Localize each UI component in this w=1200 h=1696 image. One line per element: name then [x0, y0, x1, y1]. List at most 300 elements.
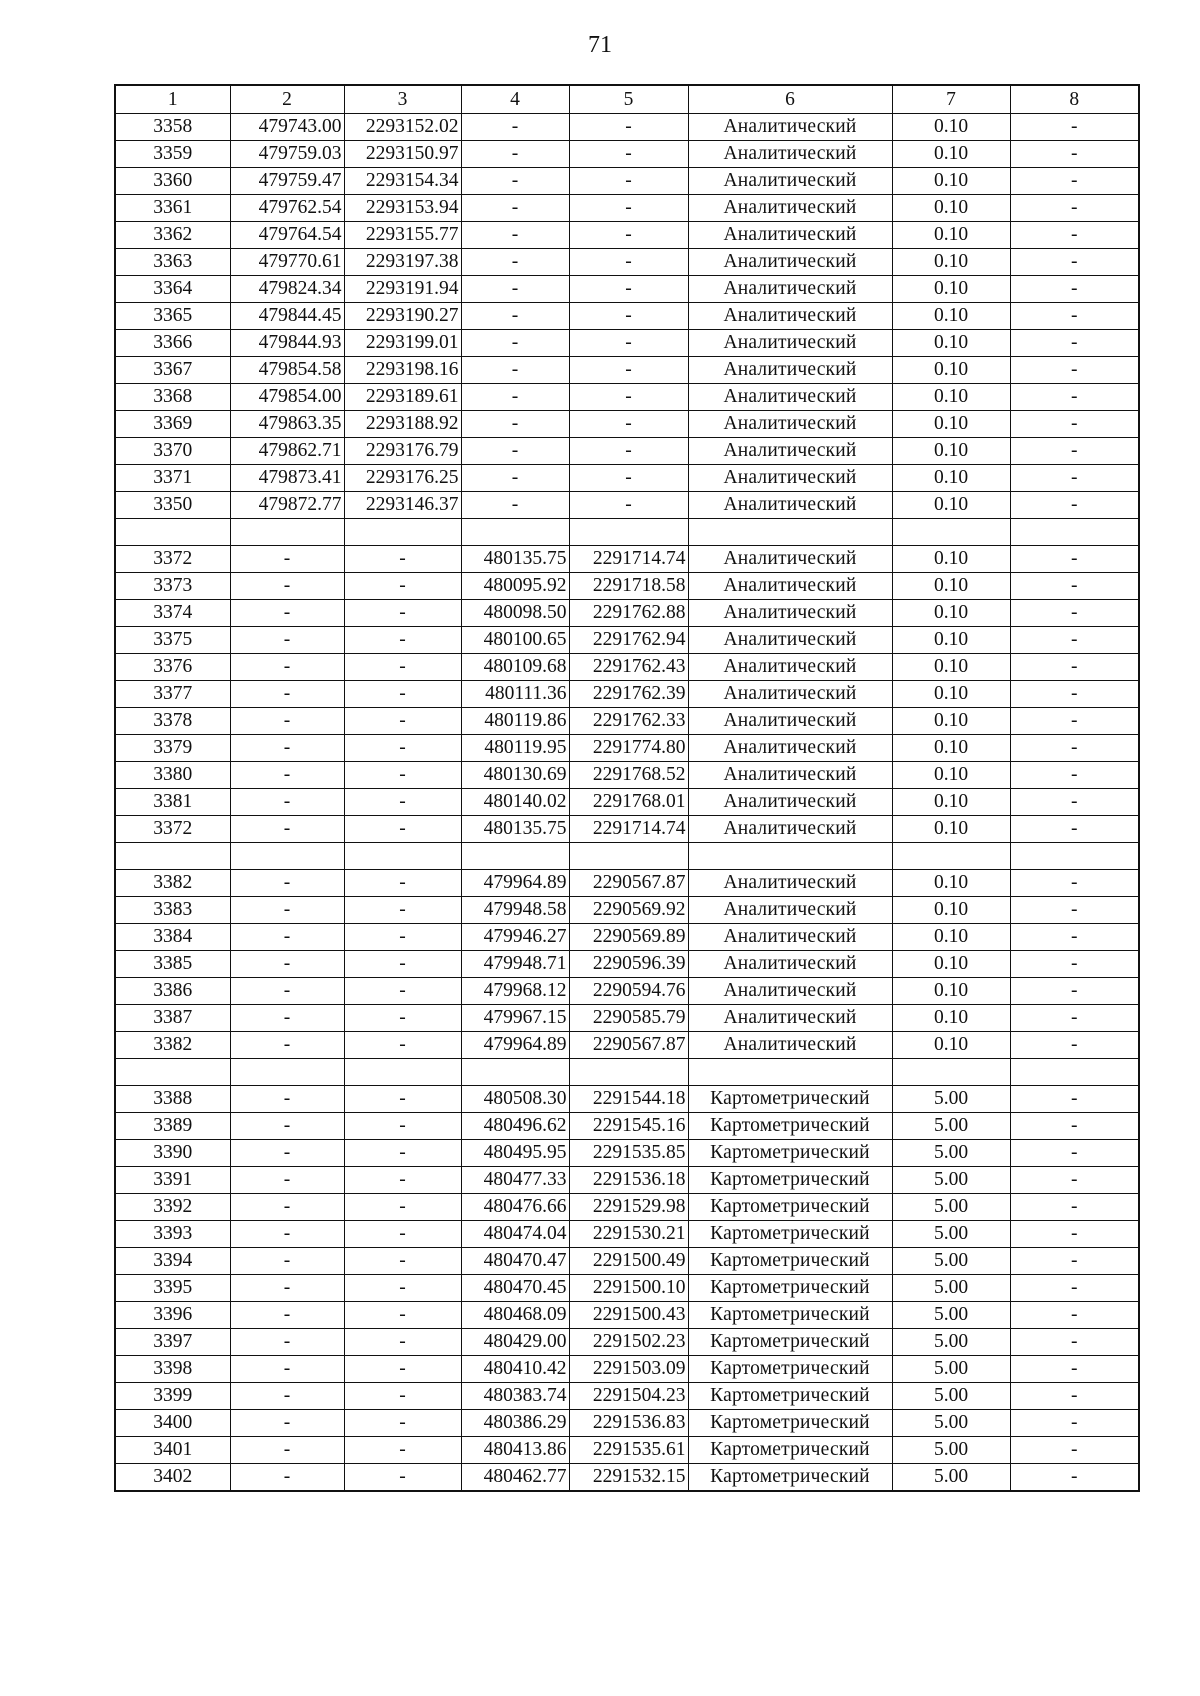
table-cell-col4: 480429.00	[461, 1329, 569, 1356]
table-cell-col7: 0.10	[892, 465, 1010, 492]
table-cell-col1: 3378	[115, 708, 230, 735]
table-cell-col1: 3369	[115, 411, 230, 438]
table-cell-col2: -	[230, 1248, 344, 1275]
table-row	[115, 1167, 1139, 1194]
table-cell-col8: -	[1010, 816, 1139, 843]
table-cell-col2: -	[230, 1086, 344, 1113]
table-cell-col3: -	[344, 1248, 461, 1275]
table-cell-col6: Картометрический	[688, 1302, 892, 1329]
table-cell-col7: 0.10	[892, 897, 1010, 924]
table-row	[115, 1194, 1139, 1221]
table-row	[115, 249, 1139, 276]
table-cell-col6: Аналитический	[688, 465, 892, 492]
table-cell-col1: 3358	[115, 114, 230, 141]
table-cell-col3: -	[344, 681, 461, 708]
table-cell-col4: 480100.65	[461, 627, 569, 654]
table-cell-col6: Аналитический	[688, 357, 892, 384]
table-cell-col4: -	[461, 141, 569, 168]
table-cell-col7: 0.10	[892, 222, 1010, 249]
table-cell-col2: 479770.61	[230, 249, 344, 276]
table-cell-col3: 2293146.37	[344, 492, 461, 519]
table-cell-col1	[115, 519, 230, 546]
table-cell-col7: 0.10	[892, 951, 1010, 978]
table-cell-col7: 5.00	[892, 1275, 1010, 1302]
table-cell-col8: -	[1010, 411, 1139, 438]
table-cell-col1: 3366	[115, 330, 230, 357]
table-cell-col5: 2291536.18	[569, 1167, 688, 1194]
table-cell-col1: 3393	[115, 1221, 230, 1248]
table-row	[115, 762, 1139, 789]
table-row	[115, 1437, 1139, 1464]
table-cell-col1: 3372	[115, 546, 230, 573]
table-cell-col7: 5.00	[892, 1248, 1010, 1275]
table-cell-col8: -	[1010, 465, 1139, 492]
table-row	[115, 627, 1139, 654]
table-cell-col8: -	[1010, 357, 1139, 384]
table-cell-col6: Аналитический	[688, 978, 892, 1005]
table-cell-col8: -	[1010, 1140, 1139, 1167]
table-cell-col3: 2293190.27	[344, 303, 461, 330]
table-cell-col4: 480496.62	[461, 1113, 569, 1140]
table-cell-col8	[1010, 519, 1139, 546]
table-cell-col5: 2291545.16	[569, 1113, 688, 1140]
table-cell-col8: -	[1010, 600, 1139, 627]
table-cell-col6: Картометрический	[688, 1248, 892, 1275]
table-row	[115, 1140, 1139, 1167]
table-cell-col4: 480495.95	[461, 1140, 569, 1167]
table-cell-col3: 2293199.01	[344, 330, 461, 357]
table-cell-col5: 2290567.87	[569, 1032, 688, 1059]
table-cell-col6: Картометрический	[688, 1410, 892, 1437]
table-cell-col7: 0.10	[892, 114, 1010, 141]
table-cell-col8: -	[1010, 654, 1139, 681]
table-cell-col6: Аналитический	[688, 492, 892, 519]
table-row	[115, 357, 1139, 384]
table-cell-col6	[688, 843, 892, 870]
table-row	[115, 978, 1139, 1005]
table-cell-col6: Картометрический	[688, 1140, 892, 1167]
table-cell-col4: 479967.15	[461, 1005, 569, 1032]
table-cell-col3: 2293155.77	[344, 222, 461, 249]
table-cell-col5: -	[569, 114, 688, 141]
table-cell-col8: -	[1010, 276, 1139, 303]
table-cell-col6: Аналитический	[688, 951, 892, 978]
table-cell-col7: 0.10	[892, 816, 1010, 843]
table-cell-col5: 2291774.80	[569, 735, 688, 762]
table-row	[115, 681, 1139, 708]
table-cell-col2: -	[230, 951, 344, 978]
table-cell-col5: 2291768.52	[569, 762, 688, 789]
table-row	[115, 1248, 1139, 1275]
table-cell-col1: 3368	[115, 384, 230, 411]
table-cell-col1: 3383	[115, 897, 230, 924]
table-row	[115, 168, 1139, 195]
table-cell-col2: 479872.77	[230, 492, 344, 519]
table-cell-col7: 0.10	[892, 978, 1010, 1005]
table-cell-col2: -	[230, 1167, 344, 1194]
table-cell-col1: 3390	[115, 1140, 230, 1167]
table-cell-col4: -	[461, 384, 569, 411]
table-cell-col5	[569, 519, 688, 546]
table-row	[115, 1113, 1139, 1140]
table-cell-col5: -	[569, 411, 688, 438]
table-row	[115, 924, 1139, 951]
table-cell-col5: -	[569, 492, 688, 519]
table-cell-col1: 3399	[115, 1383, 230, 1410]
table-row	[115, 1464, 1139, 1492]
table-cell-col8: -	[1010, 708, 1139, 735]
table-row	[115, 573, 1139, 600]
table-cell-col1: 3395	[115, 1275, 230, 1302]
table-cell-col8: -	[1010, 384, 1139, 411]
table-cell-col7: 5.00	[892, 1221, 1010, 1248]
table-cell-col2: 479762.54	[230, 195, 344, 222]
table-cell-col1: 3392	[115, 1194, 230, 1221]
table-cell-col3: -	[344, 951, 461, 978]
table-cell-col8: -	[1010, 1383, 1139, 1410]
table-cell-col2: -	[230, 1275, 344, 1302]
table-cell-col3: -	[344, 870, 461, 897]
table-cell-col3	[344, 843, 461, 870]
table-cell-col7: 0.10	[892, 276, 1010, 303]
table-cell-col5: 2290569.92	[569, 897, 688, 924]
table-cell-col1: 3361	[115, 195, 230, 222]
table-cell-col5: 2291504.23	[569, 1383, 688, 1410]
table-cell-col1: 3389	[115, 1113, 230, 1140]
table-cell-col2: -	[230, 681, 344, 708]
table-cell-col3: 2293188.92	[344, 411, 461, 438]
table-cell-col1: 3377	[115, 681, 230, 708]
table-cell-col7: 0.10	[892, 735, 1010, 762]
table-cell-col3: 2293189.61	[344, 384, 461, 411]
table-cell-col3: 2293153.94	[344, 195, 461, 222]
table-cell-col1: 3381	[115, 789, 230, 816]
header-cell: 1	[115, 85, 230, 114]
table-cell-col6: Аналитический	[688, 546, 892, 573]
table-cell-col6: Аналитический	[688, 276, 892, 303]
table-cell-col3: 2293152.02	[344, 114, 461, 141]
table-cell-col4: 479948.58	[461, 897, 569, 924]
table-cell-col2: 479824.34	[230, 276, 344, 303]
table-cell-col2: 479854.00	[230, 384, 344, 411]
table-cell-col2: -	[230, 1113, 344, 1140]
table-cell-col6: Аналитический	[688, 735, 892, 762]
table-cell-col2: -	[230, 1032, 344, 1059]
table-cell-col4: 480119.95	[461, 735, 569, 762]
table-cell-col3: -	[344, 708, 461, 735]
table-cell-col2: -	[230, 978, 344, 1005]
table-cell-col6	[688, 1059, 892, 1086]
table-cell-col2: -	[230, 546, 344, 573]
table-cell-col5: 2291500.43	[569, 1302, 688, 1329]
table-cell-col4: 479964.89	[461, 870, 569, 897]
table-cell-col8: -	[1010, 735, 1139, 762]
table-cell-col6: Аналитический	[688, 222, 892, 249]
table-cell-col5: 2290569.89	[569, 924, 688, 951]
table-cell-col7: 5.00	[892, 1086, 1010, 1113]
table-cell-col7: 0.10	[892, 249, 1010, 276]
table-cell-col6: Картометрический	[688, 1086, 892, 1113]
table-cell-col1: 3373	[115, 573, 230, 600]
table-cell-col8: -	[1010, 141, 1139, 168]
table-cell-col5: 2291762.33	[569, 708, 688, 735]
table-cell-col8: -	[1010, 789, 1139, 816]
table-cell-col2: -	[230, 573, 344, 600]
table-cell-col7: 0.10	[892, 303, 1010, 330]
table-cell-col6: Аналитический	[688, 438, 892, 465]
table-cell-col6: Аналитический	[688, 114, 892, 141]
table-cell-col7: 0.10	[892, 168, 1010, 195]
table-cell-col7: 5.00	[892, 1329, 1010, 1356]
table-cell-col4: 480474.04	[461, 1221, 569, 1248]
table-row	[115, 492, 1139, 519]
table-cell-col2: -	[230, 789, 344, 816]
table-cell-col6: Картометрический	[688, 1167, 892, 1194]
table-row	[115, 1221, 1139, 1248]
table-cell-col7	[892, 1059, 1010, 1086]
table-cell-col2: -	[230, 762, 344, 789]
table-cell-col4: -	[461, 276, 569, 303]
table-row	[115, 600, 1139, 627]
table-cell-col8: -	[1010, 1248, 1139, 1275]
table-cell-col1: 3379	[115, 735, 230, 762]
table-cell-col3: -	[344, 1086, 461, 1113]
table-row	[115, 114, 1139, 141]
table-cell-col8: -	[1010, 438, 1139, 465]
table-cell-col3: 2293197.38	[344, 249, 461, 276]
table-cell-col3: -	[344, 654, 461, 681]
table-cell-col1: 3386	[115, 978, 230, 1005]
table-cell-col6	[688, 519, 892, 546]
table-cell-col4: -	[461, 438, 569, 465]
table-cell-col4: 480135.75	[461, 816, 569, 843]
table-cell-col3: -	[344, 735, 461, 762]
table-row	[115, 303, 1139, 330]
table-cell-col3: -	[344, 1005, 461, 1032]
table-cell-col8: -	[1010, 546, 1139, 573]
table-cell-col5: 2291500.49	[569, 1248, 688, 1275]
table-cell-col7	[892, 519, 1010, 546]
table-cell-col7: 0.10	[892, 600, 1010, 627]
table-cell-col1: 3382	[115, 870, 230, 897]
table-cell-col7: 0.10	[892, 195, 1010, 222]
table-cell-col3: -	[344, 1410, 461, 1437]
table-cell-col4	[461, 843, 569, 870]
table-cell-col1: 3367	[115, 357, 230, 384]
table-cell-col7: 0.10	[892, 330, 1010, 357]
table-cell-col6: Аналитический	[688, 654, 892, 681]
table-cell-col8: -	[1010, 1275, 1139, 1302]
table-cell-col6: Аналитический	[688, 168, 892, 195]
table-cell-col4: 480476.66	[461, 1194, 569, 1221]
table-cell-col2	[230, 843, 344, 870]
table-cell-col4: -	[461, 465, 569, 492]
table-cell-col5: 2291535.61	[569, 1437, 688, 1464]
table-cell-col8: -	[1010, 1113, 1139, 1140]
table-cell-col3: -	[344, 1329, 461, 1356]
table-cell-col2: 479844.93	[230, 330, 344, 357]
table-cell-col2: -	[230, 1140, 344, 1167]
table-cell-col1: 3400	[115, 1410, 230, 1437]
table-cell-col1: 3370	[115, 438, 230, 465]
table-cell-col4: -	[461, 114, 569, 141]
table-cell-col7: 0.10	[892, 924, 1010, 951]
table-cell-col5: -	[569, 222, 688, 249]
table-cell-col8: -	[1010, 1032, 1139, 1059]
table-cell-col5: 2291500.10	[569, 1275, 688, 1302]
table-cell-col2: -	[230, 1302, 344, 1329]
table-cell-col4: 480109.68	[461, 654, 569, 681]
table-cell-col6: Аналитический	[688, 762, 892, 789]
table-cell-col6: Аналитический	[688, 816, 892, 843]
table-cell-col8: -	[1010, 924, 1139, 951]
table-cell-col6: Картометрический	[688, 1275, 892, 1302]
table-cell-col8: -	[1010, 762, 1139, 789]
table-cell-col3: -	[344, 600, 461, 627]
table-row	[115, 708, 1139, 735]
table-cell-col6: Аналитический	[688, 1005, 892, 1032]
table-row	[115, 1086, 1139, 1113]
table-cell-col7: 5.00	[892, 1464, 1010, 1492]
table-cell-col8: -	[1010, 168, 1139, 195]
header-cell: 7	[892, 85, 1010, 114]
table-cell-col6: Картометрический	[688, 1113, 892, 1140]
table-cell-col5: 2291762.94	[569, 627, 688, 654]
table-cell-col8: -	[1010, 627, 1139, 654]
table-cell-col5: 2291544.18	[569, 1086, 688, 1113]
table-row	[115, 1383, 1139, 1410]
table-cell-col4: 480508.30	[461, 1086, 569, 1113]
table-cell-col2: -	[230, 627, 344, 654]
table-cell-col4: -	[461, 222, 569, 249]
table-cell-col6: Аналитический	[688, 627, 892, 654]
table-cell-col2: -	[230, 1383, 344, 1410]
table-cell-col8: -	[1010, 1410, 1139, 1437]
table-cell-col8	[1010, 1059, 1139, 1086]
table-cell-col8: -	[1010, 1356, 1139, 1383]
table-cell-col6: Аналитический	[688, 681, 892, 708]
table-cell-col6: Картометрический	[688, 1221, 892, 1248]
table-cell-col7	[892, 843, 1010, 870]
table-cell-col5: -	[569, 141, 688, 168]
table-cell-col5: 2291768.01	[569, 789, 688, 816]
table-cell-col6: Аналитический	[688, 870, 892, 897]
table-cell-col2: -	[230, 897, 344, 924]
table-cell-col7: 5.00	[892, 1410, 1010, 1437]
table-cell-col3: -	[344, 1194, 461, 1221]
table-cell-col1: 3360	[115, 168, 230, 195]
table-cell-col5: 2290567.87	[569, 870, 688, 897]
table-cell-col6: Картометрический	[688, 1437, 892, 1464]
table-cell-col2: -	[230, 1221, 344, 1248]
table-cell-col7: 0.10	[892, 141, 1010, 168]
table-cell-col8: -	[1010, 1329, 1139, 1356]
table-cell-col2: 479873.41	[230, 465, 344, 492]
table-cell-col1: 3362	[115, 222, 230, 249]
table-cell-col3: -	[344, 1221, 461, 1248]
table-row	[115, 195, 1139, 222]
table-cell-col5: -	[569, 465, 688, 492]
table-cell-col8: -	[1010, 1005, 1139, 1032]
table-cell-col1: 3398	[115, 1356, 230, 1383]
table-cell-col7: 5.00	[892, 1167, 1010, 1194]
table-cell-col8: -	[1010, 870, 1139, 897]
table-cell-col2: 479863.35	[230, 411, 344, 438]
table-cell-col1	[115, 843, 230, 870]
header-cell: 6	[688, 85, 892, 114]
table-cell-col3: -	[344, 789, 461, 816]
table-cell-col4: -	[461, 249, 569, 276]
table-header	[115, 85, 1139, 114]
table-cell-col8: -	[1010, 492, 1139, 519]
table-cell-col1: 3376	[115, 654, 230, 681]
table-cell-col1: 3350	[115, 492, 230, 519]
table-cell-col4: 479964.89	[461, 1032, 569, 1059]
table-cell-col5: 2291503.09	[569, 1356, 688, 1383]
table-cell-col3: -	[344, 978, 461, 1005]
table-body	[115, 114, 1139, 1492]
table-row	[115, 843, 1139, 870]
table-cell-col6: Аналитический	[688, 600, 892, 627]
table-cell-col3: 2293176.25	[344, 465, 461, 492]
table-cell-col7: 0.10	[892, 762, 1010, 789]
table-cell-col6: Картометрический	[688, 1464, 892, 1492]
table-cell-col2: -	[230, 1464, 344, 1492]
table-cell-col5: 2291532.15	[569, 1464, 688, 1492]
table-cell-col8: -	[1010, 330, 1139, 357]
table-cell-col1: 3380	[115, 762, 230, 789]
table-cell-col8: -	[1010, 1194, 1139, 1221]
table-cell-col1: 3387	[115, 1005, 230, 1032]
table-cell-col8: -	[1010, 249, 1139, 276]
table-cell-col1: 3402	[115, 1464, 230, 1492]
table-cell-col6: Картометрический	[688, 1356, 892, 1383]
table-cell-col3: -	[344, 1167, 461, 1194]
table-cell-col7: 0.10	[892, 870, 1010, 897]
table-cell-col5: -	[569, 438, 688, 465]
table-cell-col2: 479759.03	[230, 141, 344, 168]
table-cell-col3: 2293150.97	[344, 141, 461, 168]
table-row	[115, 384, 1139, 411]
table-cell-col8	[1010, 843, 1139, 870]
table-cell-col5: -	[569, 330, 688, 357]
table-cell-col7: 0.10	[892, 627, 1010, 654]
table-cell-col5: -	[569, 357, 688, 384]
table-cell-col2	[230, 519, 344, 546]
table-cell-col3: -	[344, 1356, 461, 1383]
table-cell-col5	[569, 1059, 688, 1086]
table-cell-col5: -	[569, 195, 688, 222]
table-cell-col2: 479759.47	[230, 168, 344, 195]
table-cell-col4: -	[461, 330, 569, 357]
table-cell-col8: -	[1010, 897, 1139, 924]
table-row	[115, 276, 1139, 303]
table-cell-col4: 480410.42	[461, 1356, 569, 1383]
table-cell-col2: -	[230, 1194, 344, 1221]
table-cell-col1: 3364	[115, 276, 230, 303]
table-cell-col2: -	[230, 1005, 344, 1032]
table-cell-col4	[461, 1059, 569, 1086]
table-cell-col3: -	[344, 627, 461, 654]
table-cell-col4: 480462.77	[461, 1464, 569, 1492]
table-cell-col3: -	[344, 816, 461, 843]
table-cell-col6: Аналитический	[688, 789, 892, 816]
table-cell-col4: 480095.92	[461, 573, 569, 600]
table-cell-col5: 2291529.98	[569, 1194, 688, 1221]
table-cell-col5: 2291718.58	[569, 573, 688, 600]
table-cell-col8: -	[1010, 573, 1139, 600]
table-cell-col4: 479968.12	[461, 978, 569, 1005]
